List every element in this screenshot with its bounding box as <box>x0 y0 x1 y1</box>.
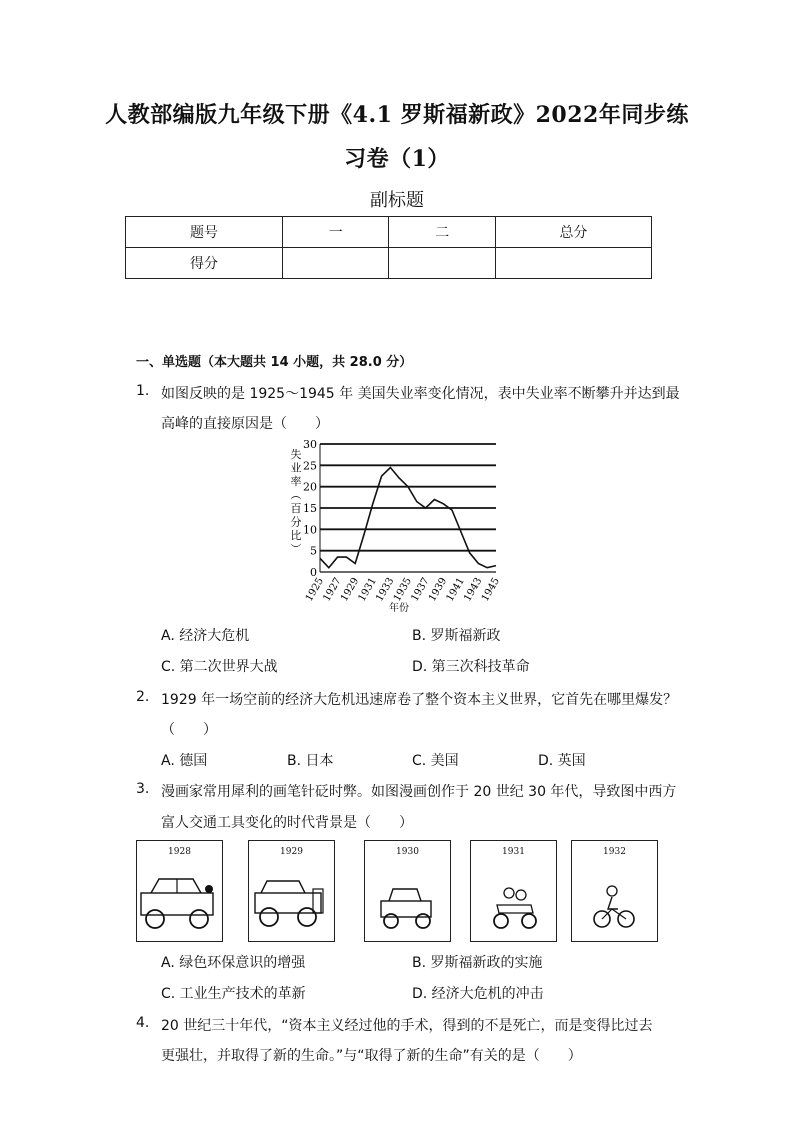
question-text: 1929 年一场空前的经济大危机迅速席卷了整个资本主义世界，它首先在哪里爆发？ <box>161 692 678 708</box>
motorcycle-sidecar-icon <box>471 841 556 941</box>
chart-ytick-label: 30 <box>303 438 317 451</box>
option-b[interactable]: B. 罗斯福新政 <box>412 628 501 644</box>
option-d[interactable]: D. 第三次科技革命 <box>412 659 530 675</box>
chart-xtick-label: 1925 <box>303 576 327 604</box>
chart-xtick-label: 1931 <box>356 576 379 604</box>
option-b[interactable]: B. 日本 <box>287 753 334 769</box>
chart-ylabel-char: 百 <box>290 502 302 515</box>
chart-ylabel <box>289 447 302 554</box>
option-c[interactable]: C. 工业生产技术的革新 <box>161 986 306 1002</box>
unemployment-line-chart <box>280 436 520 620</box>
small-car-icon <box>365 841 450 941</box>
unemployment-series-line <box>320 468 496 568</box>
option-a[interactable]: A. 绿色环保意识的增强 <box>161 955 306 971</box>
chart-ylabel-char: ） <box>289 543 302 554</box>
cartoon-year: 1932 <box>603 847 626 857</box>
doc-subtitle: 副标题 <box>370 190 424 211</box>
option-b[interactable]: B. 罗斯福新政的实施 <box>412 955 543 971</box>
chart-xtick-label: 1945 <box>479 576 503 604</box>
doc-title-line1: 人教部编版九年级下册《4.1 罗斯福新政》2022年同步练 <box>105 102 689 128</box>
bicycle-icon <box>572 841 657 941</box>
question-number: 3. <box>136 781 150 797</box>
cartoon-year: 1930 <box>396 847 419 857</box>
question-text: 20 世纪三十年代，“资本主义经过他的手术，得到的不是死亡，而是变得比过去 <box>161 1018 653 1034</box>
cartoon-frame <box>470 840 557 942</box>
cartoon-frame <box>136 840 223 942</box>
score-cell[interactable] <box>389 248 495 279</box>
chart-ytick-label: 20 <box>303 480 317 494</box>
option-d[interactable]: D. 英国 <box>538 753 586 769</box>
score-header-cell: 二 <box>389 217 495 248</box>
chart-ytick-label: 0 <box>310 566 317 579</box>
chart-xtick-label: 1943 <box>462 576 485 604</box>
score-table-row <box>126 248 652 279</box>
cartoon-frame <box>248 840 335 942</box>
chart-xtick-label: 1935 <box>391 576 415 604</box>
question-number: 4. <box>136 1015 150 1031</box>
chart-xtick-label: 1929 <box>339 576 362 604</box>
score-header-cell: 总分 <box>495 217 651 248</box>
section-heading: 一、单选题（本大题共 14 小题，共 28.0 分） <box>136 355 413 370</box>
chart-ytick-label: 15 <box>303 502 317 515</box>
chart-ylabel-char: 失 <box>290 448 302 461</box>
score-table <box>125 216 652 279</box>
chart-xtick-label: 1939 <box>427 576 450 604</box>
option-a[interactable]: A. 经济大危机 <box>161 628 250 644</box>
question-text: 更强壮，并取得了新的生命。”与“取得了新的生命”有关的是（ ） <box>161 1048 582 1064</box>
chart-ylabel-char: 业 <box>290 461 302 475</box>
doc-title-line2: 习卷（1） <box>344 146 450 172</box>
cartoon-year: 1929 <box>280 847 303 857</box>
cartoon-year: 1931 <box>502 847 525 857</box>
question-text: 高峰的直接原因是（ ） <box>161 416 329 432</box>
chart-ylabel-char: 率 <box>290 475 302 488</box>
car-icon <box>249 841 334 941</box>
option-c[interactable]: C. 第二次世界大战 <box>161 659 278 675</box>
chart-xtick-label: 1933 <box>374 576 397 604</box>
chart-xtick-label: 1941 <box>444 576 467 604</box>
score-cell[interactable] <box>495 248 651 279</box>
chart-ytick-label: 5 <box>310 544 317 558</box>
chart-xtick-label: 1937 <box>409 576 432 604</box>
cartoon-year: 1928 <box>168 847 191 857</box>
cartoon-frame <box>571 840 658 942</box>
score-cell[interactable] <box>283 248 389 279</box>
question-text: 富人交通工具变化的时代背景是（ ） <box>161 815 413 831</box>
limousine-icon <box>137 841 222 941</box>
option-a[interactable]: A. 德国 <box>161 753 208 769</box>
chart-ylabel-char: 分 <box>290 515 302 529</box>
chart-ytick-label: 25 <box>303 459 317 473</box>
question-text: 漫画家常用犀利的画笔针砭时弊。如图漫画创作于 20 世纪 30 年代，导致图中西方 <box>161 784 677 800</box>
chart-ylabel-char: 比 <box>290 529 302 542</box>
question-text: 如图反映的是 1925～1945 年 美国失业率变化情况，表中失业率不断攀升并达到最 <box>161 386 680 402</box>
question-number: 1. <box>136 383 150 399</box>
question-number: 2. <box>136 689 150 705</box>
option-d[interactable]: D. 经济大危机的冲击 <box>412 986 544 1002</box>
chart-xtick-label: 1927 <box>321 576 344 604</box>
score-header-cell: 一 <box>283 217 389 248</box>
question-text: （ ） <box>161 722 217 738</box>
chart-xlabel: 年份 <box>389 603 409 614</box>
chart-ylabel-char: （ <box>289 489 302 500</box>
option-c[interactable]: C. 美国 <box>412 753 459 769</box>
score-table-header-row <box>126 217 652 248</box>
score-row-label: 得分 <box>126 248 283 279</box>
score-header-cell: 题号 <box>126 217 283 248</box>
cartoon-frame <box>364 840 451 942</box>
chart-ytick-label: 10 <box>303 523 317 537</box>
